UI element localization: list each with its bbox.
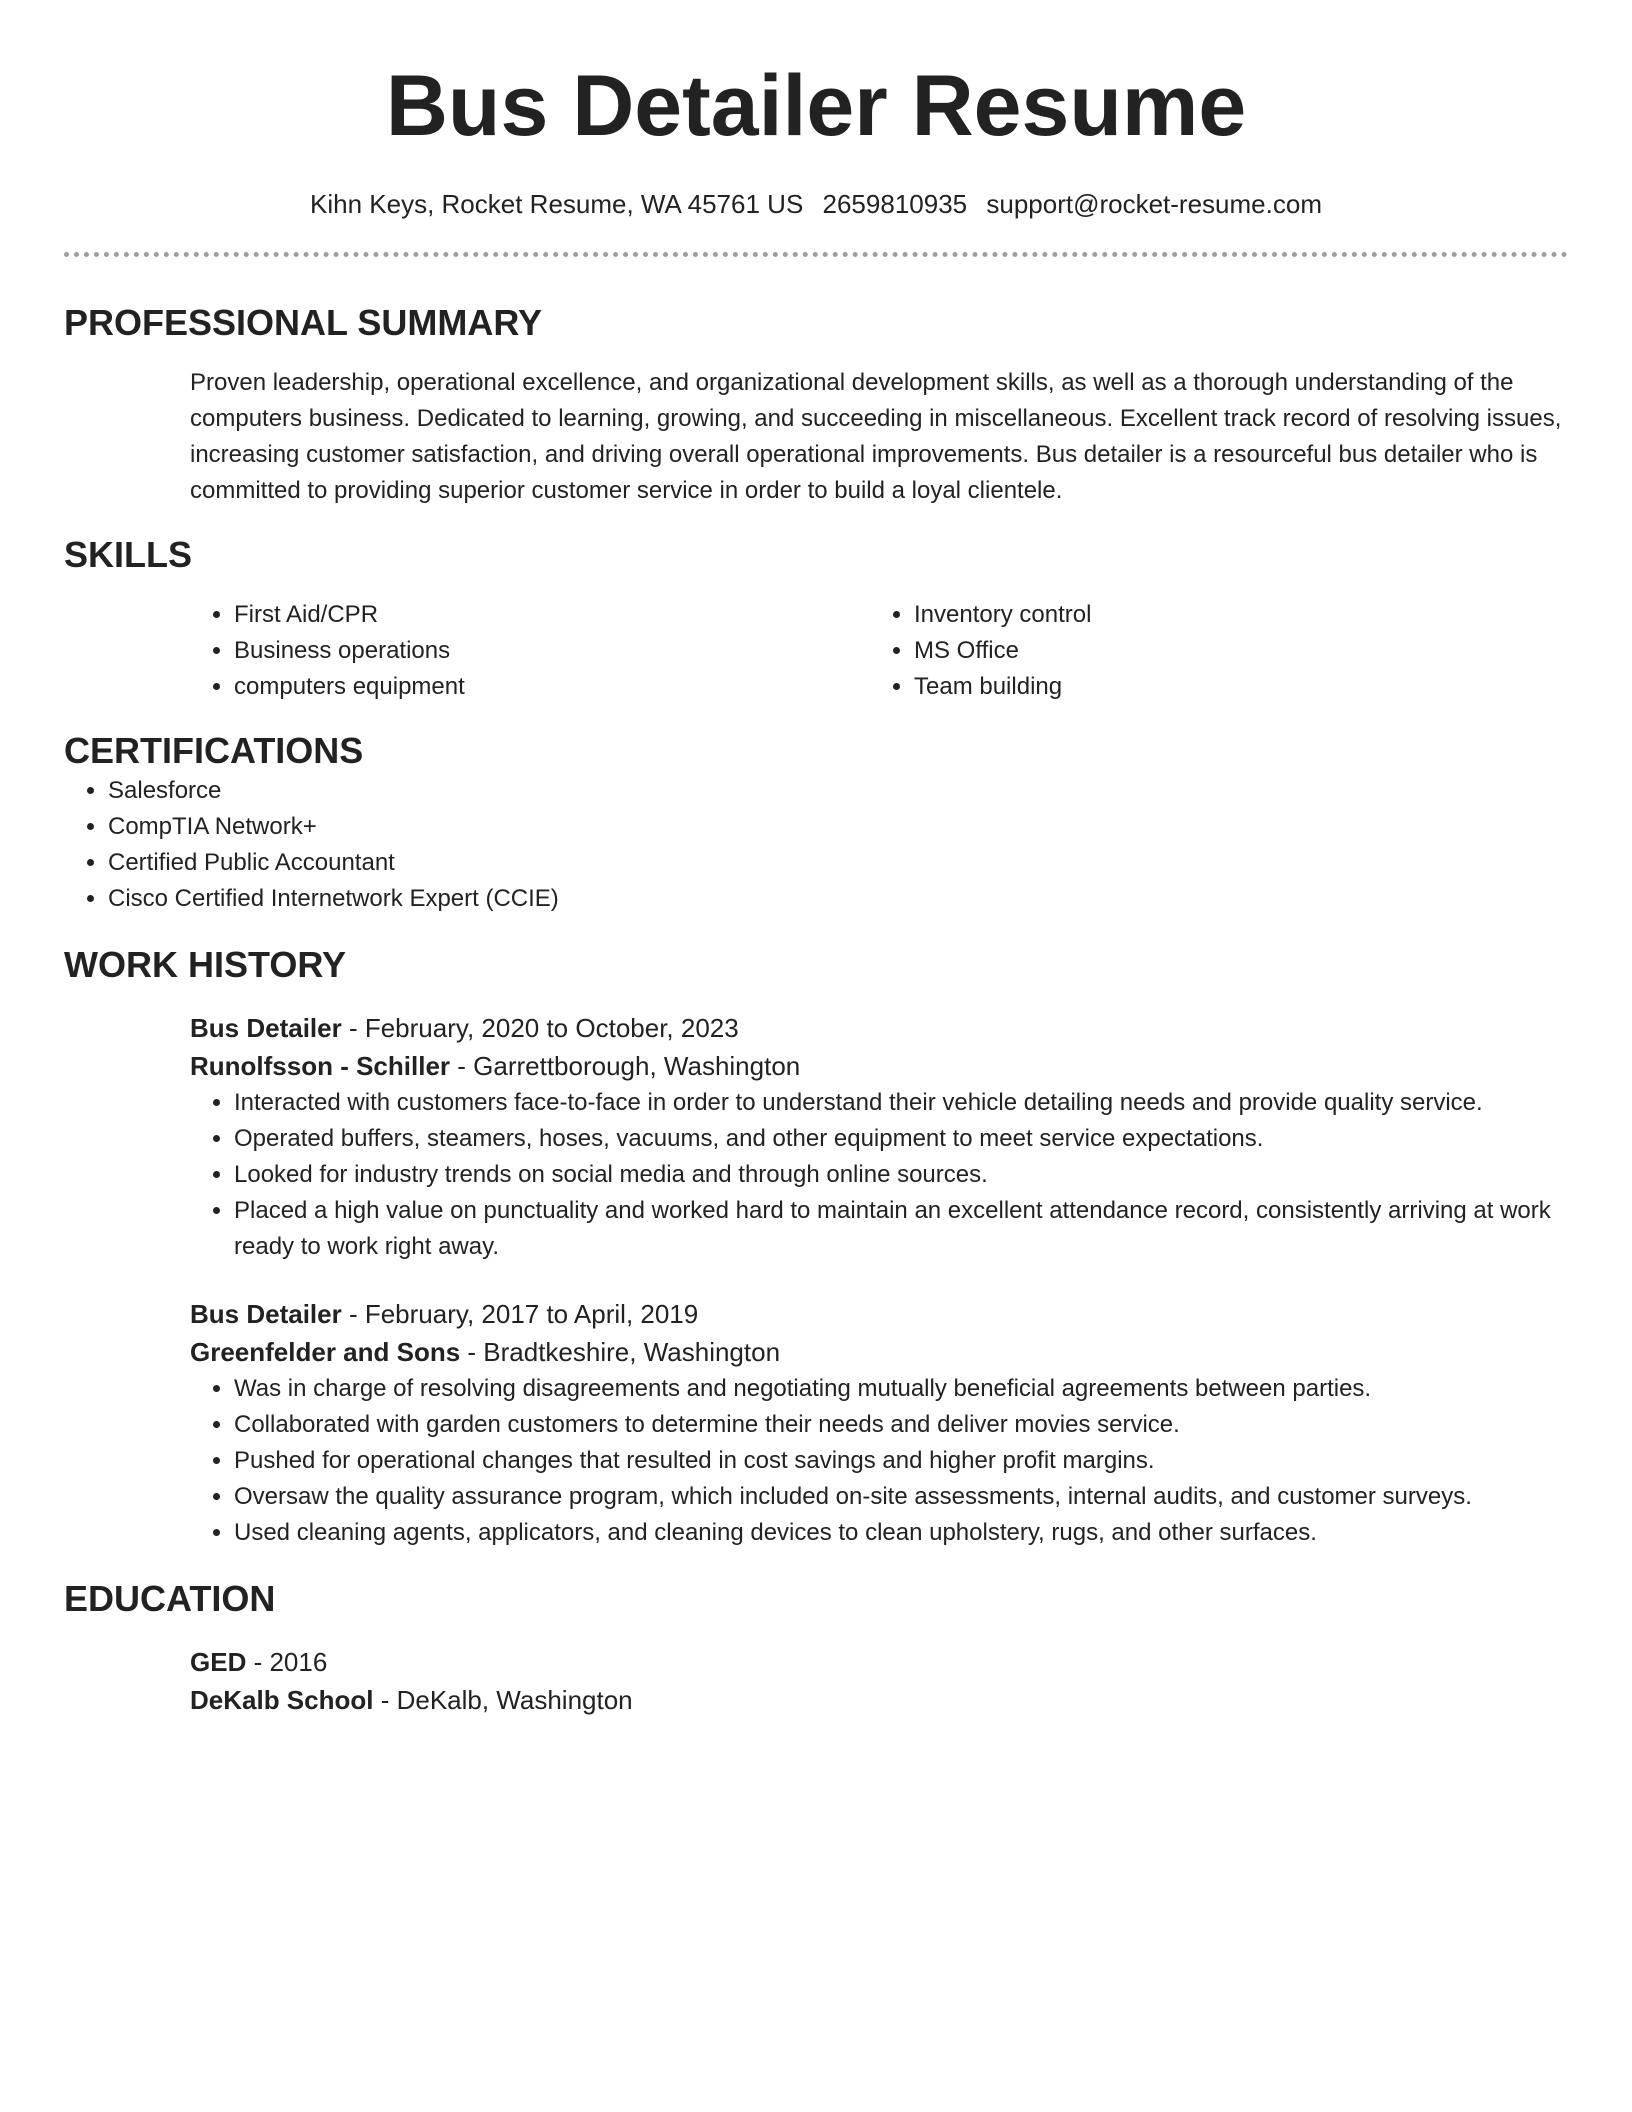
job-duty-item: • Placed a high value on punctuality and worked hard to maintain an excellent attendance record, consistently arriving at work ready to work right away. xyxy=(234,1193,1568,1265)
job-dates: - February, 2017 to April, 2019 xyxy=(341,1299,699,1329)
job-duty-item: • Pushed for operational changes that resulted in cost savings and higher profit margins. xyxy=(234,1443,1568,1479)
job-title: Bus Detailer xyxy=(190,1299,342,1329)
job-entry xyxy=(190,1295,1568,1551)
job-title-line xyxy=(190,1295,1568,1333)
professional-summary-section xyxy=(64,301,1568,509)
job-company: Greenfelder and Sons xyxy=(190,1337,461,1367)
work-history-heading: WORK HISTORY xyxy=(64,944,347,985)
contact-phone: 2659810935 xyxy=(822,189,968,219)
certification-item: • Salesforce xyxy=(108,773,1568,809)
education-school-line xyxy=(190,1681,1568,1719)
job-duty-item: • Oversaw the quality assurance program, which included on-site assessments, internal audits, and customer surveys. xyxy=(234,1479,1568,1515)
job-duty-item: • Was in charge of resolving disagreements and negotiating mutually beneficial agreements between parties. xyxy=(234,1371,1568,1407)
skill-item: • First Aid/CPR xyxy=(234,597,870,633)
work-history-section xyxy=(64,943,1568,1551)
skill-item: • MS Office xyxy=(914,633,1550,669)
skill-item: • Inventory control xyxy=(914,597,1550,633)
contact-address: Kihn Keys, Rocket Resume, WA 45761 US xyxy=(310,189,804,219)
summary-heading: PROFESSIONAL SUMMARY xyxy=(64,302,543,343)
skills-heading: SKILLS xyxy=(64,534,193,575)
job-location: - Bradtkeshire, Washington xyxy=(460,1337,781,1367)
skills-grid xyxy=(190,597,1568,705)
education-degree: GED xyxy=(190,1647,247,1677)
header-divider xyxy=(64,252,1568,257)
certification-item: • Cisco Certified Internetwork Expert (CCIE) xyxy=(108,881,1568,917)
job-company-line xyxy=(190,1047,1568,1085)
skills-column-left xyxy=(190,597,870,705)
education-location: - DeKalb, Washington xyxy=(373,1685,633,1715)
skills-section xyxy=(64,533,1568,705)
certifications-heading: CERTIFICATIONS xyxy=(64,730,364,771)
education-section xyxy=(64,1577,1568,1719)
summary-text: Proven leadership, operational excellence, and organizational development skills, as well as a thorough understanding of the computers business. Dedicated to learning, growing, and succeeding in miscellaneous. Excellent track record of resolving issues, increasing customer satisfaction, and driving overall operational improvements. Bus detailer is a resourceful bus detailer who is committed to providing superior customer service in order to build a loyal clientele. xyxy=(190,369,1562,504)
job-duty-item: • Used cleaning agents, applicators, and cleaning devices to clean upholstery, rugs, and other surfaces. xyxy=(234,1515,1568,1551)
job-company-line xyxy=(190,1333,1568,1371)
skill-item: • Business operations xyxy=(234,633,870,669)
job-location: - Garrettborough, Washington xyxy=(450,1051,801,1081)
contact-email: support@rocket-resume.com xyxy=(986,189,1322,219)
job-duty-item: • Collaborated with garden customers to determine their needs and deliver movies service. xyxy=(234,1407,1568,1443)
job-duties-list xyxy=(190,1371,1568,1551)
education-entry xyxy=(190,1643,1568,1719)
job-duties-list xyxy=(190,1085,1568,1265)
contact-info xyxy=(64,186,1568,222)
job-company: Runolfsson - Schiller xyxy=(190,1051,451,1081)
job-duty-item: • Interacted with customers face-to-face in order to understand their vehicle detailing needs and provide quality service. xyxy=(234,1085,1568,1121)
education-school: DeKalb School xyxy=(190,1685,374,1715)
education-heading: EDUCATION xyxy=(64,1578,276,1619)
job-duty-item: • Operated buffers, steamers, hoses, vacuums, and other equipment to meet service expectations. xyxy=(234,1121,1568,1157)
job-duty-item: • Looked for industry trends on social media and through online sources. xyxy=(234,1157,1568,1193)
resume-title: Bus Detailer Resume xyxy=(385,58,1247,154)
skills-column-right xyxy=(870,597,1550,705)
job-title: Bus Detailer xyxy=(190,1013,342,1043)
certifications-list xyxy=(64,773,1568,917)
education-degree-line xyxy=(190,1643,1568,1681)
job-dates: - February, 2020 to October, 2023 xyxy=(341,1013,739,1043)
job-entry xyxy=(190,1009,1568,1265)
skill-item: • Team building xyxy=(914,669,1550,705)
education-year: - 2016 xyxy=(246,1647,328,1677)
job-title-line xyxy=(190,1009,1568,1047)
certification-item: • Certified Public Accountant xyxy=(108,845,1568,881)
certifications-section xyxy=(64,729,1568,917)
skill-item: • computers equipment xyxy=(234,669,870,705)
certification-item: • CompTIA Network+ xyxy=(108,809,1568,845)
